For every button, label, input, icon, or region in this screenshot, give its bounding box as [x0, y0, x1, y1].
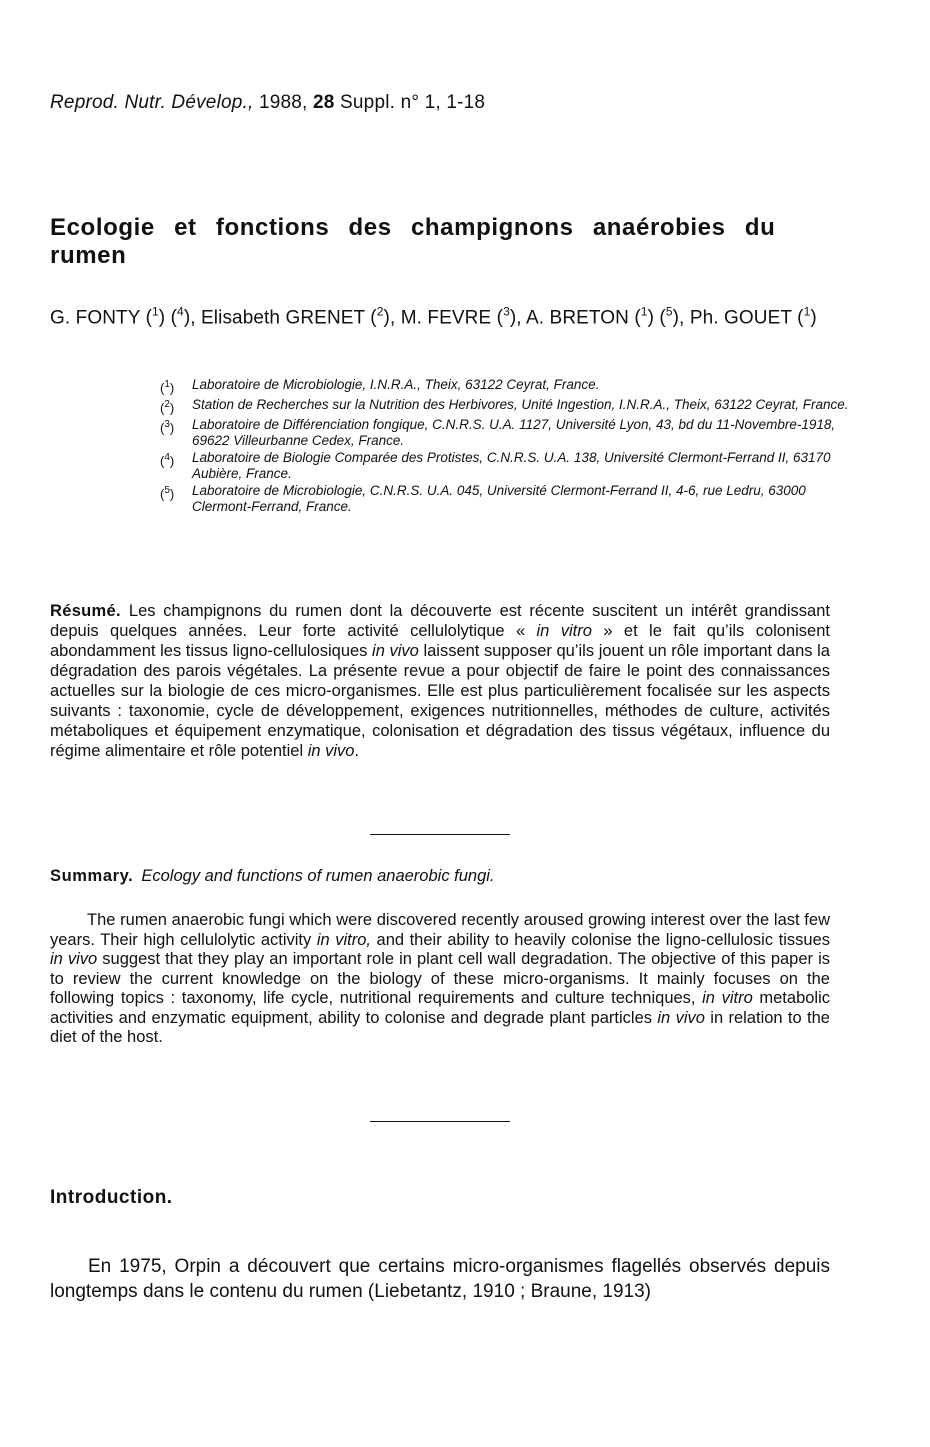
summary-abstract: [50, 911, 830, 1048]
affiliation-number: ($^4$): [160, 451, 175, 468]
affiliation-item: [160, 450, 860, 483]
italic-term: in vitro: [702, 989, 753, 1007]
italic-term: in vivo: [307, 742, 355, 760]
author-name: A. BRETON: [526, 307, 629, 329]
journal-year: 1988,: [258, 92, 308, 113]
author-name: G. FONTY: [50, 307, 141, 329]
author-list: [50, 300, 840, 330]
introduction-text: En 1975, Orpin a découvert que certains micro-organismes flagellés observés depuis longtemps dans le contenu du rumen (Liebetantz, 1910 ; Braune, 1913): [50, 1256, 830, 1302]
author-affiliation-ref: ($^1$): [791, 305, 817, 329]
resume-abstract: [50, 601, 830, 761]
section-divider-2: [370, 1121, 510, 1122]
author-name: M. FEVRE: [400, 307, 492, 329]
affiliation-number: ($^5$): [160, 484, 175, 501]
journal-volume: 28: [313, 92, 335, 113]
summary-header: [50, 867, 495, 886]
author-affiliation-ref: ($^1$): [140, 305, 166, 329]
affiliation-text: Laboratoire de Biologie Comparée des Protistes, C.N.R.S. U.A. 138, Université Clermont-Ferrand II, 63170 Aubière, France.: [192, 449, 831, 482]
author: M. FEVRE ($^3$),: [400, 305, 522, 329]
italic-term: in vivo: [657, 1008, 705, 1027]
affiliation-item: [160, 377, 860, 397]
text-run: suggest that they play an important role in plant cell wall degradation. The objective of this paper is to review the current knowledge on the biology of these micro-organisms. It mainly focuses on the following topics : taxonomy, life cycle, nutritional requirements and culture techniques,: [50, 950, 830, 1007]
author: [690, 307, 817, 328]
italic-term: in vitro,: [316, 930, 371, 949]
affiliation-number: ($^3$): [160, 418, 175, 435]
text-run: .: [354, 742, 360, 760]
resume-body: [50, 602, 830, 760]
author-affiliation-ref: ($^4$): [165, 305, 191, 329]
italic-term: in vitro: [536, 622, 592, 640]
affiliation-list: [160, 377, 860, 516]
article-title: Ecologie et fonctions des champignons anaérobies du rumen: [50, 214, 776, 269]
author-affiliation-ref: ($^2$): [364, 305, 390, 329]
affiliation-text: Station de Recherches sur la Nutrition des Herbivores, Unité Ingestion, I.N.R.A., Theix, 63122 Ceyrat, France.: [192, 396, 849, 412]
affiliation-text: Laboratoire de Différenciation fongique, C.N.R.S. U.A. 1127, Université Lyon, 43, bd du 11-Novembre-1918, 69622 Villeurbanne Cedex, France.: [192, 416, 836, 449]
text-run: metabolic activities and enzymatic equipment, ability to colonise and degrade plant particles: [50, 989, 830, 1027]
text-run: Les champignons du rumen dont la découverte est récente suscitent un intérêt grandissant depuis quelques années. Leur forte activité cellulolytique «: [50, 602, 830, 640]
author-affiliation-ref: ($^3$): [491, 305, 517, 329]
journal-issue: Suppl. n° 1, 1-18: [340, 92, 486, 113]
affiliation-item: [160, 417, 860, 450]
journal-reference: [50, 92, 485, 114]
affiliation-item: [160, 483, 860, 516]
author: G. FONTY ($^1$) ($^4$),: [50, 305, 196, 329]
author-affiliation-ref: ($^1$): [628, 305, 655, 329]
affiliation-text: Laboratoire de Microbiologie, I.N.R.A., Theix, 63122 Ceyrat, France.: [192, 377, 600, 392]
journal-name: Reprod. Nutr. Dévelop.,: [50, 92, 254, 113]
author: Elisabeth GRENET ($^2$),: [201, 305, 396, 329]
author: A. BRETON ($^1$) ($^5$),: [526, 305, 685, 329]
text-run: » et le fait qu’ils colonisent abondamment les tissus ligno-cellulosiques: [50, 622, 830, 660]
resume-heading: Résumé.: [50, 602, 121, 620]
introduction-heading: Introduction.: [50, 1187, 173, 1208]
author-name: Elisabeth GRENET: [201, 307, 365, 329]
author-name: Ph. GOUET: [689, 307, 792, 329]
text-run: and their ability to heavily colonise the ligno-cellulosic tissues: [370, 930, 830, 949]
italic-term: in vivo: [372, 642, 419, 660]
affiliation-number: ($^1$): [160, 379, 175, 396]
text-run: laissent supposer qu’ils jouent un rôle important dans la dégradation des parois végétales. La présente revue a pour objectif de faire le point des connaissances actuelles sur la biologie de ces micro-organismes. Elle est plus particulièrement focalisée sur les aspects suivants : taxonomie, cycle de développement, exigences nutritionnelles, méthodes de culture, activités métaboliques et équipement enzymatique, colonisation et dégradation des tissus végétaux, influence du régime alimentaire et rôle potentiel: [50, 642, 830, 760]
affiliation-text: Laboratoire de Microbiologie, C.N.R.S. U.A. 045, Université Clermont-Ferrand II, 4-6, rue Ledru, 63000 Clermont-Ferrand, France.: [192, 482, 806, 515]
summary-heading: Summary.: [50, 867, 134, 885]
text-run: The rumen anaerobic fungi which were discovered recently aroused growing interest over the last few years. Their high cellulolytic activity: [50, 911, 830, 949]
section-divider-1: [370, 834, 510, 835]
italic-term: in vivo: [50, 950, 98, 968]
author-affiliation-ref: ($^5$): [654, 305, 680, 329]
affiliation-number: ($^2$): [160, 398, 175, 416]
text-run: in relation to the diet of the host.: [50, 1008, 830, 1046]
affiliation-item: [160, 397, 860, 417]
summary-subtitle: Ecology and functions of rumen anaerobic fungi.: [141, 867, 495, 885]
